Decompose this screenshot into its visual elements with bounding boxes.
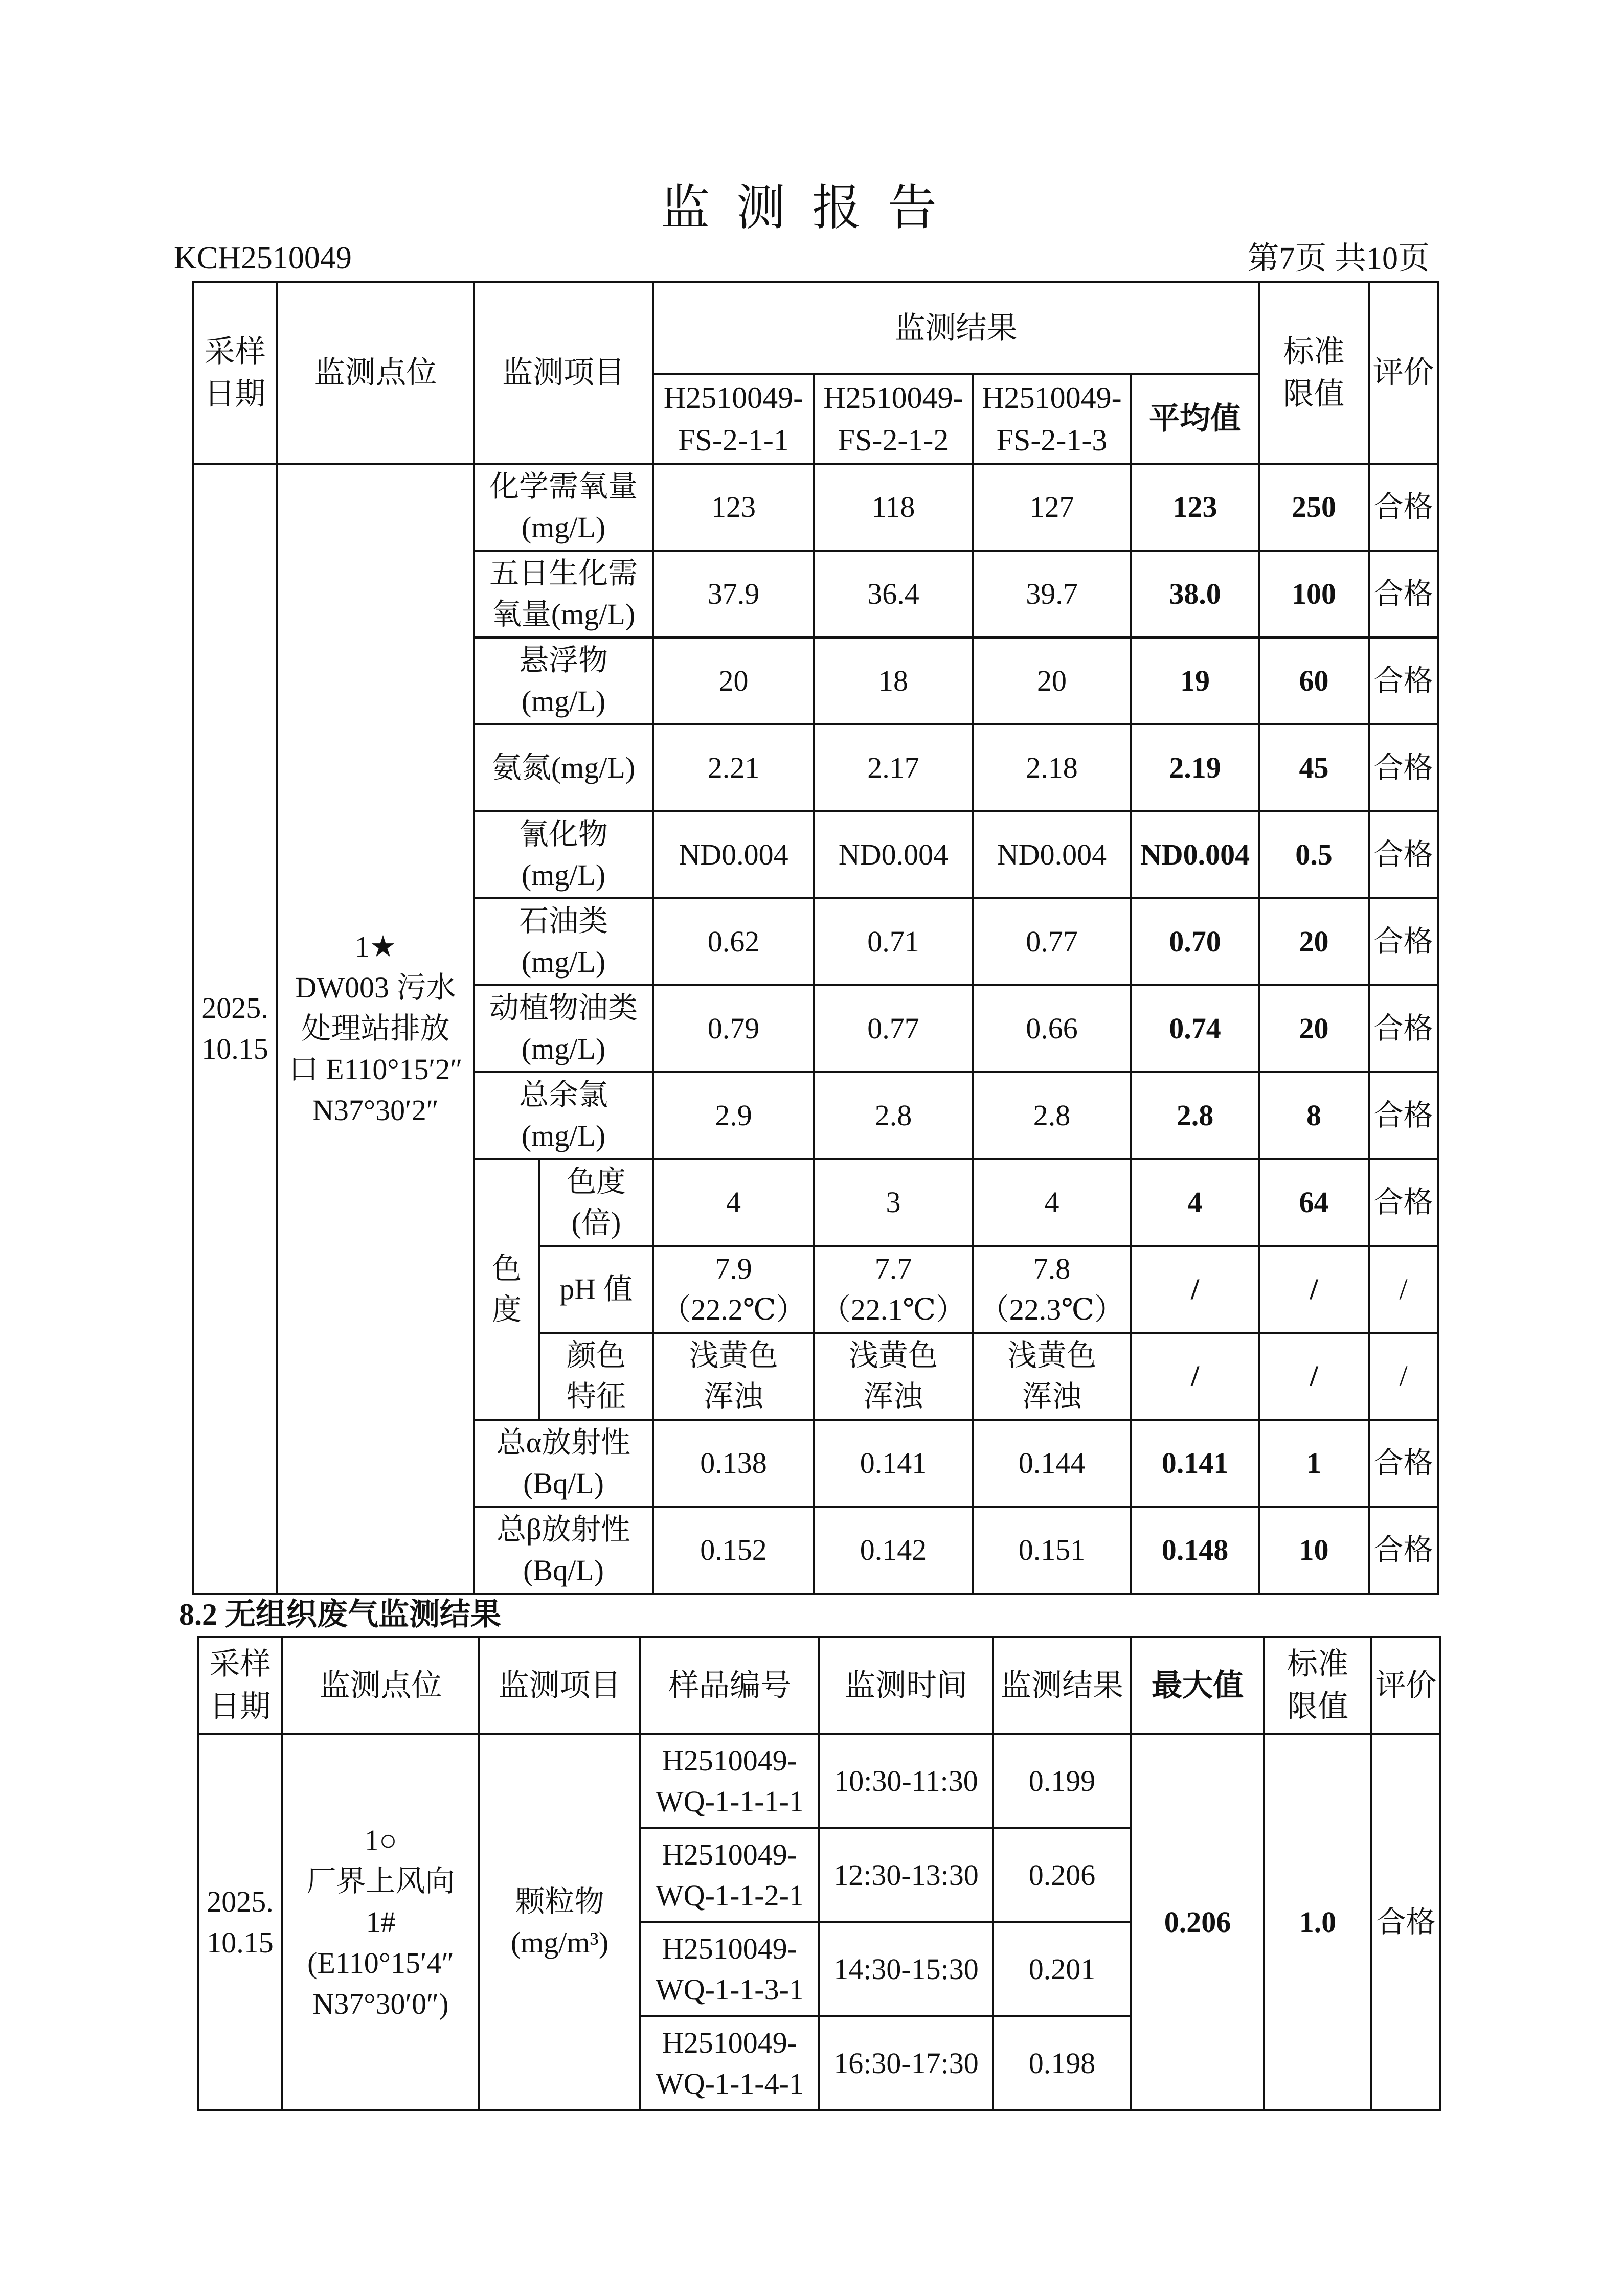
sample-1-value: 20: [653, 638, 814, 724]
monitoring-site: 1★ DW003 污水 处理站排放 口 E110°15′2″ N37°30′2″: [277, 464, 474, 1594]
sample-3-value: 2.18: [973, 724, 1131, 811]
average-value: 38.0: [1131, 551, 1259, 638]
sample-id: H2510049- WQ-1-1-3-1: [640, 1922, 819, 2016]
sample-2-value: 118: [814, 464, 973, 551]
sample-2-value: 2.17: [814, 724, 973, 811]
sample-1-value: 2.9: [653, 1072, 814, 1159]
evaluation: 合格: [1369, 898, 1438, 985]
sample-1-value: 7.9 （22.2℃）: [653, 1246, 814, 1333]
evaluation: /: [1369, 1333, 1438, 1420]
average-value: 2.8: [1131, 1072, 1259, 1159]
sample-id: H2510049- WQ-1-1-4-1: [640, 2016, 819, 2110]
standard-limit: 100: [1259, 551, 1369, 638]
evaluation: 合格: [1369, 811, 1438, 898]
monitoring-item: 化学需氧量 (mg/L): [474, 464, 653, 551]
average-value: 0.148: [1131, 1507, 1259, 1594]
sample-2-value: ND0.004: [814, 811, 973, 898]
header-sample-3: H2510049- FS-2-1-3: [973, 374, 1131, 464]
wastewater-results-table: [192, 281, 1439, 1595]
table-row: [198, 1734, 1440, 1828]
sample-3-value: 4: [973, 1159, 1131, 1246]
evaluation: 合格: [1369, 464, 1438, 551]
sample-3-value: 0.77: [973, 898, 1131, 985]
standard-limit: 60: [1259, 638, 1369, 724]
sample-id: H2510049- WQ-1-1-2-1: [640, 1828, 819, 1922]
sample-1-value: 0.138: [653, 1420, 814, 1507]
sample-3-value: 0.151: [973, 1507, 1131, 1594]
sampling-date: 2025. 10.15: [198, 1734, 282, 2110]
average-value: ND0.004: [1131, 811, 1259, 898]
monitoring-item: 石油类 (mg/L): [474, 898, 653, 985]
monitoring-item: 总余氯 (mg/L): [474, 1072, 653, 1159]
monitoring-item: 动植物油类 (mg/L): [474, 985, 653, 1072]
monitoring-result: 0.206: [993, 1828, 1131, 1922]
evaluation: 合格: [1369, 551, 1438, 638]
evaluation: 合格: [1369, 724, 1438, 811]
standard-limit: 8: [1259, 1072, 1369, 1159]
standard-limit: /: [1259, 1333, 1369, 1420]
monitoring-time: 16:30-17:30: [819, 2016, 993, 2110]
sample-3-value: 2.8: [973, 1072, 1131, 1159]
sample-1-value: 123: [653, 464, 814, 551]
sample-2-value: 0.141: [814, 1420, 973, 1507]
max-value: 0.206: [1131, 1734, 1264, 2110]
average-value: 19: [1131, 638, 1259, 724]
sample-3-value: 0.144: [973, 1420, 1131, 1507]
header-sampling-date: 采样 日期: [193, 282, 277, 464]
monitoring-time: 14:30-15:30: [819, 1922, 993, 2016]
sample-2-value: 7.7 （22.1℃）: [814, 1246, 973, 1333]
monitoring-item: 总β放射性 (Bq/L): [474, 1507, 653, 1594]
sample-1-value: 0.79: [653, 985, 814, 1072]
evaluation: 合格: [1371, 1734, 1440, 2110]
sample-1-value: 浅黄色 浑浊: [653, 1333, 814, 1420]
sample-1-value: 37.9: [653, 551, 814, 638]
monitoring-item: 色度 (倍): [539, 1159, 653, 1246]
monitoring-time: 10:30-11:30: [819, 1734, 993, 1828]
monitoring-result: 0.199: [993, 1734, 1131, 1828]
sample-3-value: 0.66: [973, 985, 1131, 1072]
average-value: /: [1131, 1246, 1259, 1333]
sample-2-value: 2.8: [814, 1072, 973, 1159]
monitoring-item: 总α放射性 (Bq/L): [474, 1420, 653, 1507]
header-evaluation: 评价: [1369, 282, 1438, 464]
header-monitoring-results: 监测结果: [653, 282, 1259, 374]
evaluation: /: [1369, 1246, 1438, 1333]
sample-2-value: 18: [814, 638, 973, 724]
header-evaluation: 评价: [1371, 1637, 1440, 1734]
section-title-fugitive-gas: 8.2 无组织废气监测结果: [179, 1598, 501, 1631]
standard-limit: 0.5: [1259, 811, 1369, 898]
evaluation: 合格: [1369, 638, 1438, 724]
standard-limit: 20: [1259, 898, 1369, 985]
header-max-value: 最大值: [1131, 1637, 1264, 1734]
monitoring-result: 0.198: [993, 2016, 1131, 2110]
header-average: 平均值: [1131, 374, 1259, 464]
sampling-date: 2025. 10.15: [193, 464, 277, 1594]
sample-1-value: ND0.004: [653, 811, 814, 898]
average-value: 4: [1131, 1159, 1259, 1246]
monitoring-result: 0.201: [993, 1922, 1131, 2016]
sample-id: H2510049- WQ-1-1-1-1: [640, 1734, 819, 1828]
sample-1-value: 4: [653, 1159, 814, 1246]
evaluation: 合格: [1369, 1507, 1438, 1594]
standard-limit: 64: [1259, 1159, 1369, 1246]
sample-3-value: 20: [973, 638, 1131, 724]
sample-2-value: 0.71: [814, 898, 973, 985]
header-sample-id: 样品编号: [640, 1637, 819, 1734]
average-value: 0.141: [1131, 1420, 1259, 1507]
header-sample-1: H2510049- FS-2-1-1: [653, 374, 814, 464]
header-monitoring-item: 监测项目: [479, 1637, 640, 1734]
monitoring-item: 氨氮(mg/L): [474, 724, 653, 811]
fugitive-gas-results-table: [197, 1636, 1441, 2111]
header-standard-limit: 标准 限值: [1264, 1637, 1371, 1734]
evaluation: 合格: [1369, 1072, 1438, 1159]
standard-limit: 45: [1259, 724, 1369, 811]
standard-limit: 20: [1259, 985, 1369, 1072]
average-value: 2.19: [1131, 724, 1259, 811]
monitoring-item: pH 值: [539, 1246, 653, 1333]
monitoring-item: 五日生化需 氧量(mg/L): [474, 551, 653, 638]
monitoring-time: 12:30-13:30: [819, 1828, 993, 1922]
sample-3-value: 7.8 （22.3℃）: [973, 1246, 1131, 1333]
average-value: 123: [1131, 464, 1259, 551]
report-title: 监测报告: [661, 180, 963, 235]
standard-limit: 1: [1259, 1420, 1369, 1507]
header-standard-limit: 标准 限值: [1259, 282, 1369, 464]
sample-2-value: 3: [814, 1159, 973, 1246]
monitoring-item: 颜色 特征: [539, 1333, 653, 1420]
sample-3-value: 浅黄色 浑浊: [973, 1333, 1131, 1420]
sample-2-value: 0.77: [814, 985, 973, 1072]
color-group-label: 色 度: [474, 1159, 539, 1420]
sample-2-value: 36.4: [814, 551, 973, 638]
average-value: 0.74: [1131, 985, 1259, 1072]
average-value: 0.70: [1131, 898, 1259, 985]
standard-limit: 250: [1259, 464, 1369, 551]
header-sampling-date: 采样 日期: [198, 1637, 282, 1734]
sample-3-value: 127: [973, 464, 1131, 551]
page-number: 第7页 共10页: [1247, 241, 1430, 276]
monitoring-item: 颗粒物 (mg/m³): [479, 1734, 640, 2110]
sample-1-value: 0.152: [653, 1507, 814, 1594]
standard-limit: /: [1259, 1246, 1369, 1333]
evaluation: 合格: [1369, 985, 1438, 1072]
sample-2-value: 浅黄色 浑浊: [814, 1333, 973, 1420]
standard-limit: 10: [1259, 1507, 1369, 1594]
evaluation: 合格: [1369, 1420, 1438, 1507]
header-monitoring-site: 监测点位: [282, 1637, 479, 1734]
header-monitoring-item: 监测项目: [474, 282, 653, 464]
sample-3-value: 39.7: [973, 551, 1131, 638]
table-row: [193, 464, 1438, 551]
sample-1-value: 0.62: [653, 898, 814, 985]
header-monitoring-site: 监测点位: [277, 282, 474, 464]
standard-limit: 1.0: [1264, 1734, 1371, 2110]
header-sample-2: H2510049- FS-2-1-2: [814, 374, 973, 464]
document-number: KCH2510049: [174, 241, 352, 276]
monitoring-item: 氰化物 (mg/L): [474, 811, 653, 898]
monitoring-site: 1○ 厂界上风向 1# (E110°15′4″ N37°30′0″): [282, 1734, 479, 2110]
header-monitoring-time: 监测时间: [819, 1637, 993, 1734]
average-value: /: [1131, 1333, 1259, 1420]
monitoring-item: 悬浮物 (mg/L): [474, 638, 653, 724]
header-monitoring-result: 监测结果: [993, 1637, 1131, 1734]
sample-3-value: ND0.004: [973, 811, 1131, 898]
sample-1-value: 2.21: [653, 724, 814, 811]
sample-2-value: 0.142: [814, 1507, 973, 1594]
evaluation: 合格: [1369, 1159, 1438, 1246]
